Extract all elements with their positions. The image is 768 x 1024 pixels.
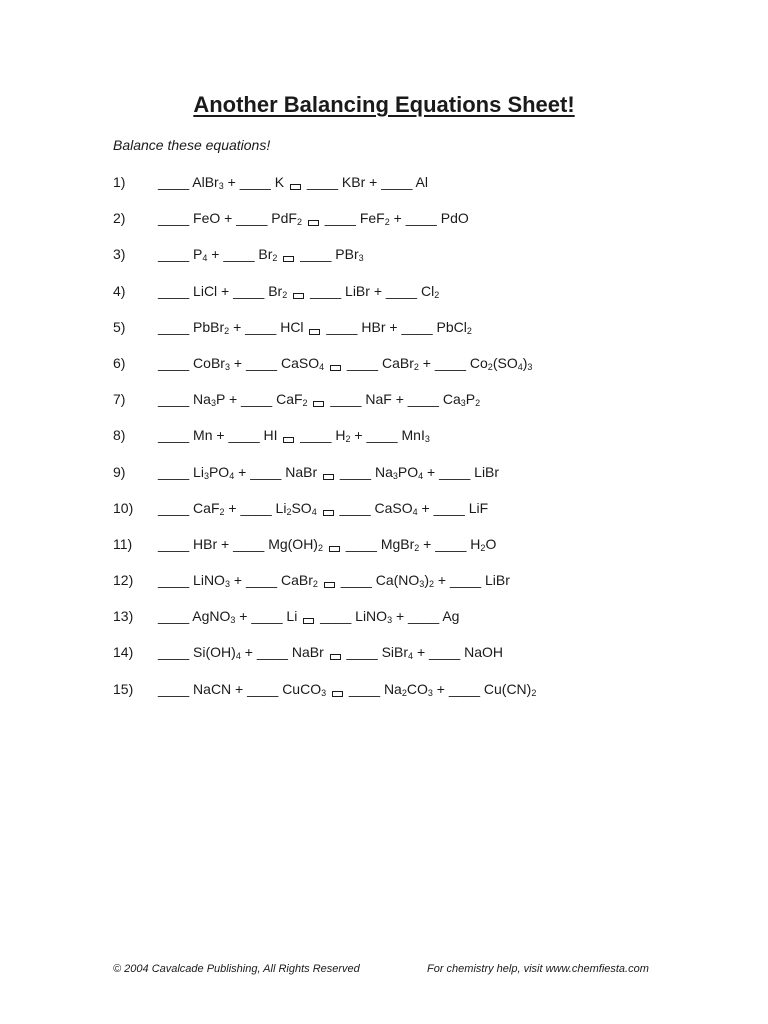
equation-text: ____ AgNO$_3$ + ____ Li ____ LiNO$_3$ + ____ Ag: [158, 608, 460, 626]
chemical-formula: MnI$_3$: [401, 427, 430, 445]
chemical-formula: $Si(OH)_4$: [193, 644, 241, 662]
equation-text: ____ NaCN + ____ CuCO$_3$ ____ $Na_2CO_3$ + ____ $Cu(CN)_2$: [158, 680, 537, 698]
equation-row: [113, 423, 673, 459]
chemical-formula: $Br_2$: [258, 246, 278, 264]
equation-text: ____ $Na_3P$ + ____ CaF$_2$ ____ NaF + ____ $Ca_3P_2$: [158, 391, 481, 409]
equation-text: ____ LiCl + ____ $Br_2$ ____ LiBr + ____ $Cl_2$: [158, 282, 440, 300]
equation-row: [113, 677, 673, 713]
reaction-arrow-icon: [332, 691, 343, 697]
equation-row: [113, 460, 673, 496]
reaction-arrow-icon: [293, 293, 304, 299]
chemical-formula: MgBr$_2$: [380, 535, 420, 553]
equation-text: ____ $Si(OH)_4$ + ____ NaBr ____ SiBr$_4$ + ____ NaOH: [158, 644, 503, 662]
equation-text: ____ AlBr$_3$ + ____ K ____ KBr + ____ Al: [158, 174, 428, 191]
chemical-formula: $Li_3PO_4$: [193, 463, 235, 481]
equation-row: [113, 496, 673, 532]
chemical-formula: $Mg(OH)_2$: [268, 535, 323, 553]
equation-row: [113, 170, 673, 206]
chemical-formula: PbBr$_2$: [193, 318, 230, 336]
reaction-arrow-icon: [309, 329, 320, 335]
equation-row: [113, 279, 673, 315]
chemical-formula: LiCl: [193, 282, 218, 299]
equation-list: [113, 170, 673, 713]
reaction-arrow-icon: [330, 365, 341, 371]
chemical-formula: LiNO$_3$: [355, 608, 393, 626]
chemical-formula: CaSO$_4$: [280, 354, 325, 372]
chemical-formula: CoBr$_3$: [193, 354, 230, 372]
reaction-arrow-icon: [283, 437, 294, 443]
equation-number: 5): [113, 318, 126, 335]
equation-row: [113, 640, 673, 676]
equation-number: 11): [113, 535, 133, 552]
equation-number: 2): [113, 210, 126, 227]
reaction-arrow-icon: [303, 618, 314, 624]
equation-row: [113, 568, 673, 604]
chemical-formula: LiBr: [345, 282, 370, 299]
instructions: Balance these equations!: [113, 137, 271, 153]
chemical-formula: KBr: [341, 174, 366, 190]
equation-text: ____ FeO + ____ PdF$_2$ ____ FeF$_2$ + ____ PdO: [158, 210, 469, 228]
chemical-formula: $H_2O$: [470, 535, 497, 553]
chemical-formula: PbCl$_2$: [436, 318, 472, 336]
reaction-arrow-icon: [283, 256, 294, 262]
chemical-formula: Ag: [442, 608, 460, 625]
equation-number: 1): [113, 174, 126, 190]
chemical-formula: SiBr$_4$: [381, 644, 414, 662]
chemical-formula: LiBr: [474, 463, 500, 480]
equation-number: 7): [113, 391, 126, 408]
chemical-formula: $Na_3PO_4$: [374, 463, 424, 481]
equation-row: [113, 604, 673, 640]
equation-number: 3): [113, 246, 126, 263]
chemical-formula: CaSO$_4$: [374, 499, 418, 517]
page-title: Another Balancing Equations Sheet!: [193, 92, 575, 117]
equation-text: ____ $Li_3PO_4$ + ____ NaBr ____ $Na_3PO_4$ + ____ LiBr: [158, 463, 500, 481]
equation-number: 10): [113, 499, 134, 516]
chemical-formula: LiF: [468, 499, 489, 516]
equation-text: ____ HBr + ____ $Mg(OH)_2$ ____ MgBr$_2$ + ____ $H_2O$: [158, 535, 497, 553]
equation-number: 14): [113, 644, 134, 661]
reaction-arrow-icon: [313, 401, 324, 407]
reaction-arrow-icon: [308, 220, 319, 226]
chemical-formula: $Ca_3P_2$: [442, 391, 481, 409]
reaction-arrow-icon: [323, 474, 334, 480]
equation-number: 15): [113, 680, 134, 697]
equation-text: ____ $P_4$ + ____ $Br_2$ ____ PBr$_3$: [158, 246, 364, 264]
chemical-formula: $Na_3P$: [193, 391, 226, 409]
equation-row: [113, 532, 673, 568]
chemical-formula: LiBr: [485, 572, 510, 589]
equation-number: 8): [113, 427, 126, 444]
chemical-formula: NaOH: [464, 644, 503, 661]
equation-row: [113, 206, 673, 242]
chemical-formula: AlBr$_3$: [192, 174, 224, 191]
chemical-formula: AgNO$_3$: [192, 608, 236, 626]
equation-row: [113, 387, 673, 423]
reaction-arrow-icon: [290, 184, 301, 190]
chemical-formula: NaF: [365, 391, 392, 408]
equation-row: [113, 315, 673, 351]
equation-text: ____ CaF$_2$ + ____ $Li_2SO_4$ ____ CaSO$_4$ + ____ LiF: [158, 499, 489, 517]
chemical-formula: $Li_2SO_4$: [275, 499, 317, 517]
chemical-formula: CuCO$_3$: [282, 680, 327, 698]
reaction-arrow-icon: [323, 510, 334, 516]
equation-text: ____ Mn + ____ HI ____ $H_2$ + ____ MnI$_3$: [158, 427, 430, 445]
help-footer: For chemistry help, visit www.chemfiesta.com: [427, 963, 649, 975]
chemical-formula: CaBr$_2$: [280, 572, 318, 590]
equation-row: [113, 351, 673, 387]
chemical-formula: HCl: [280, 318, 304, 335]
chemical-formula: PBr$_3$: [335, 246, 364, 264]
chemical-formula: K: [274, 174, 285, 190]
equation-row: [113, 242, 673, 278]
equation-text: ____ LiNO$_3$ + ____ CaBr$_2$ ____ $Ca(NO_3)_2$ + ____ LiBr: [158, 572, 510, 590]
chemical-formula: Mn: [193, 427, 213, 444]
chemical-formula: LiNO$_3$: [193, 572, 230, 590]
chemical-formula: $Co_2(SO_4)_3$: [469, 354, 533, 372]
chemical-formula: $Na_2CO_3$: [383, 680, 433, 698]
chemical-formula: FeO: [193, 210, 221, 227]
chemical-formula: NaCN: [193, 680, 232, 697]
chemical-formula: $Cl_2$: [420, 282, 440, 300]
chemical-formula: NaBr: [285, 463, 318, 480]
chemical-formula: $Br_2$: [268, 282, 288, 300]
equation-number: 13): [113, 608, 134, 625]
chemical-formula: $Cu(CN)_2$: [483, 680, 537, 698]
reaction-arrow-icon: [330, 654, 341, 660]
reaction-arrow-icon: [329, 546, 340, 552]
chemical-formula: PdF$_2$: [271, 210, 302, 228]
equation-number: 12): [113, 572, 134, 589]
chemical-formula: CaF$_2$: [193, 499, 225, 517]
equation-number: 9): [113, 463, 126, 480]
chemical-formula: $Ca(NO_3)_2$: [375, 572, 434, 590]
equation-text: ____ CoBr$_3$ + ____ CaSO$_4$ ____ CaBr$_2$ + ____ $Co_2(SO_4)_3$: [158, 354, 533, 372]
chemical-formula: HBr: [193, 535, 218, 552]
chemical-formula: CaF$_2$: [276, 391, 308, 409]
equation-number: 6): [113, 354, 126, 371]
chemical-formula: Li: [286, 608, 298, 625]
chemical-formula: NaBr: [291, 644, 324, 661]
chemical-formula: HBr: [361, 318, 386, 335]
equation-number: 4): [113, 282, 126, 299]
chemical-formula: Al: [415, 174, 428, 190]
copyright-footer: © 2004 Cavalcade Publishing, All Rights Reserved: [113, 963, 360, 975]
chemical-formula: HI: [263, 427, 278, 444]
reaction-arrow-icon: [324, 582, 335, 588]
equation-text: ____ PbBr$_2$ + ____ HCl ____ HBr + ____ PbCl$_2$: [158, 318, 472, 336]
chemical-formula: PdO: [440, 210, 469, 227]
chemical-formula: $H_2$: [335, 427, 351, 445]
chemical-formula: FeF$_2$: [359, 210, 390, 228]
chemical-formula: $P_4$: [193, 246, 208, 264]
chemical-formula: CaBr$_2$: [381, 354, 419, 372]
